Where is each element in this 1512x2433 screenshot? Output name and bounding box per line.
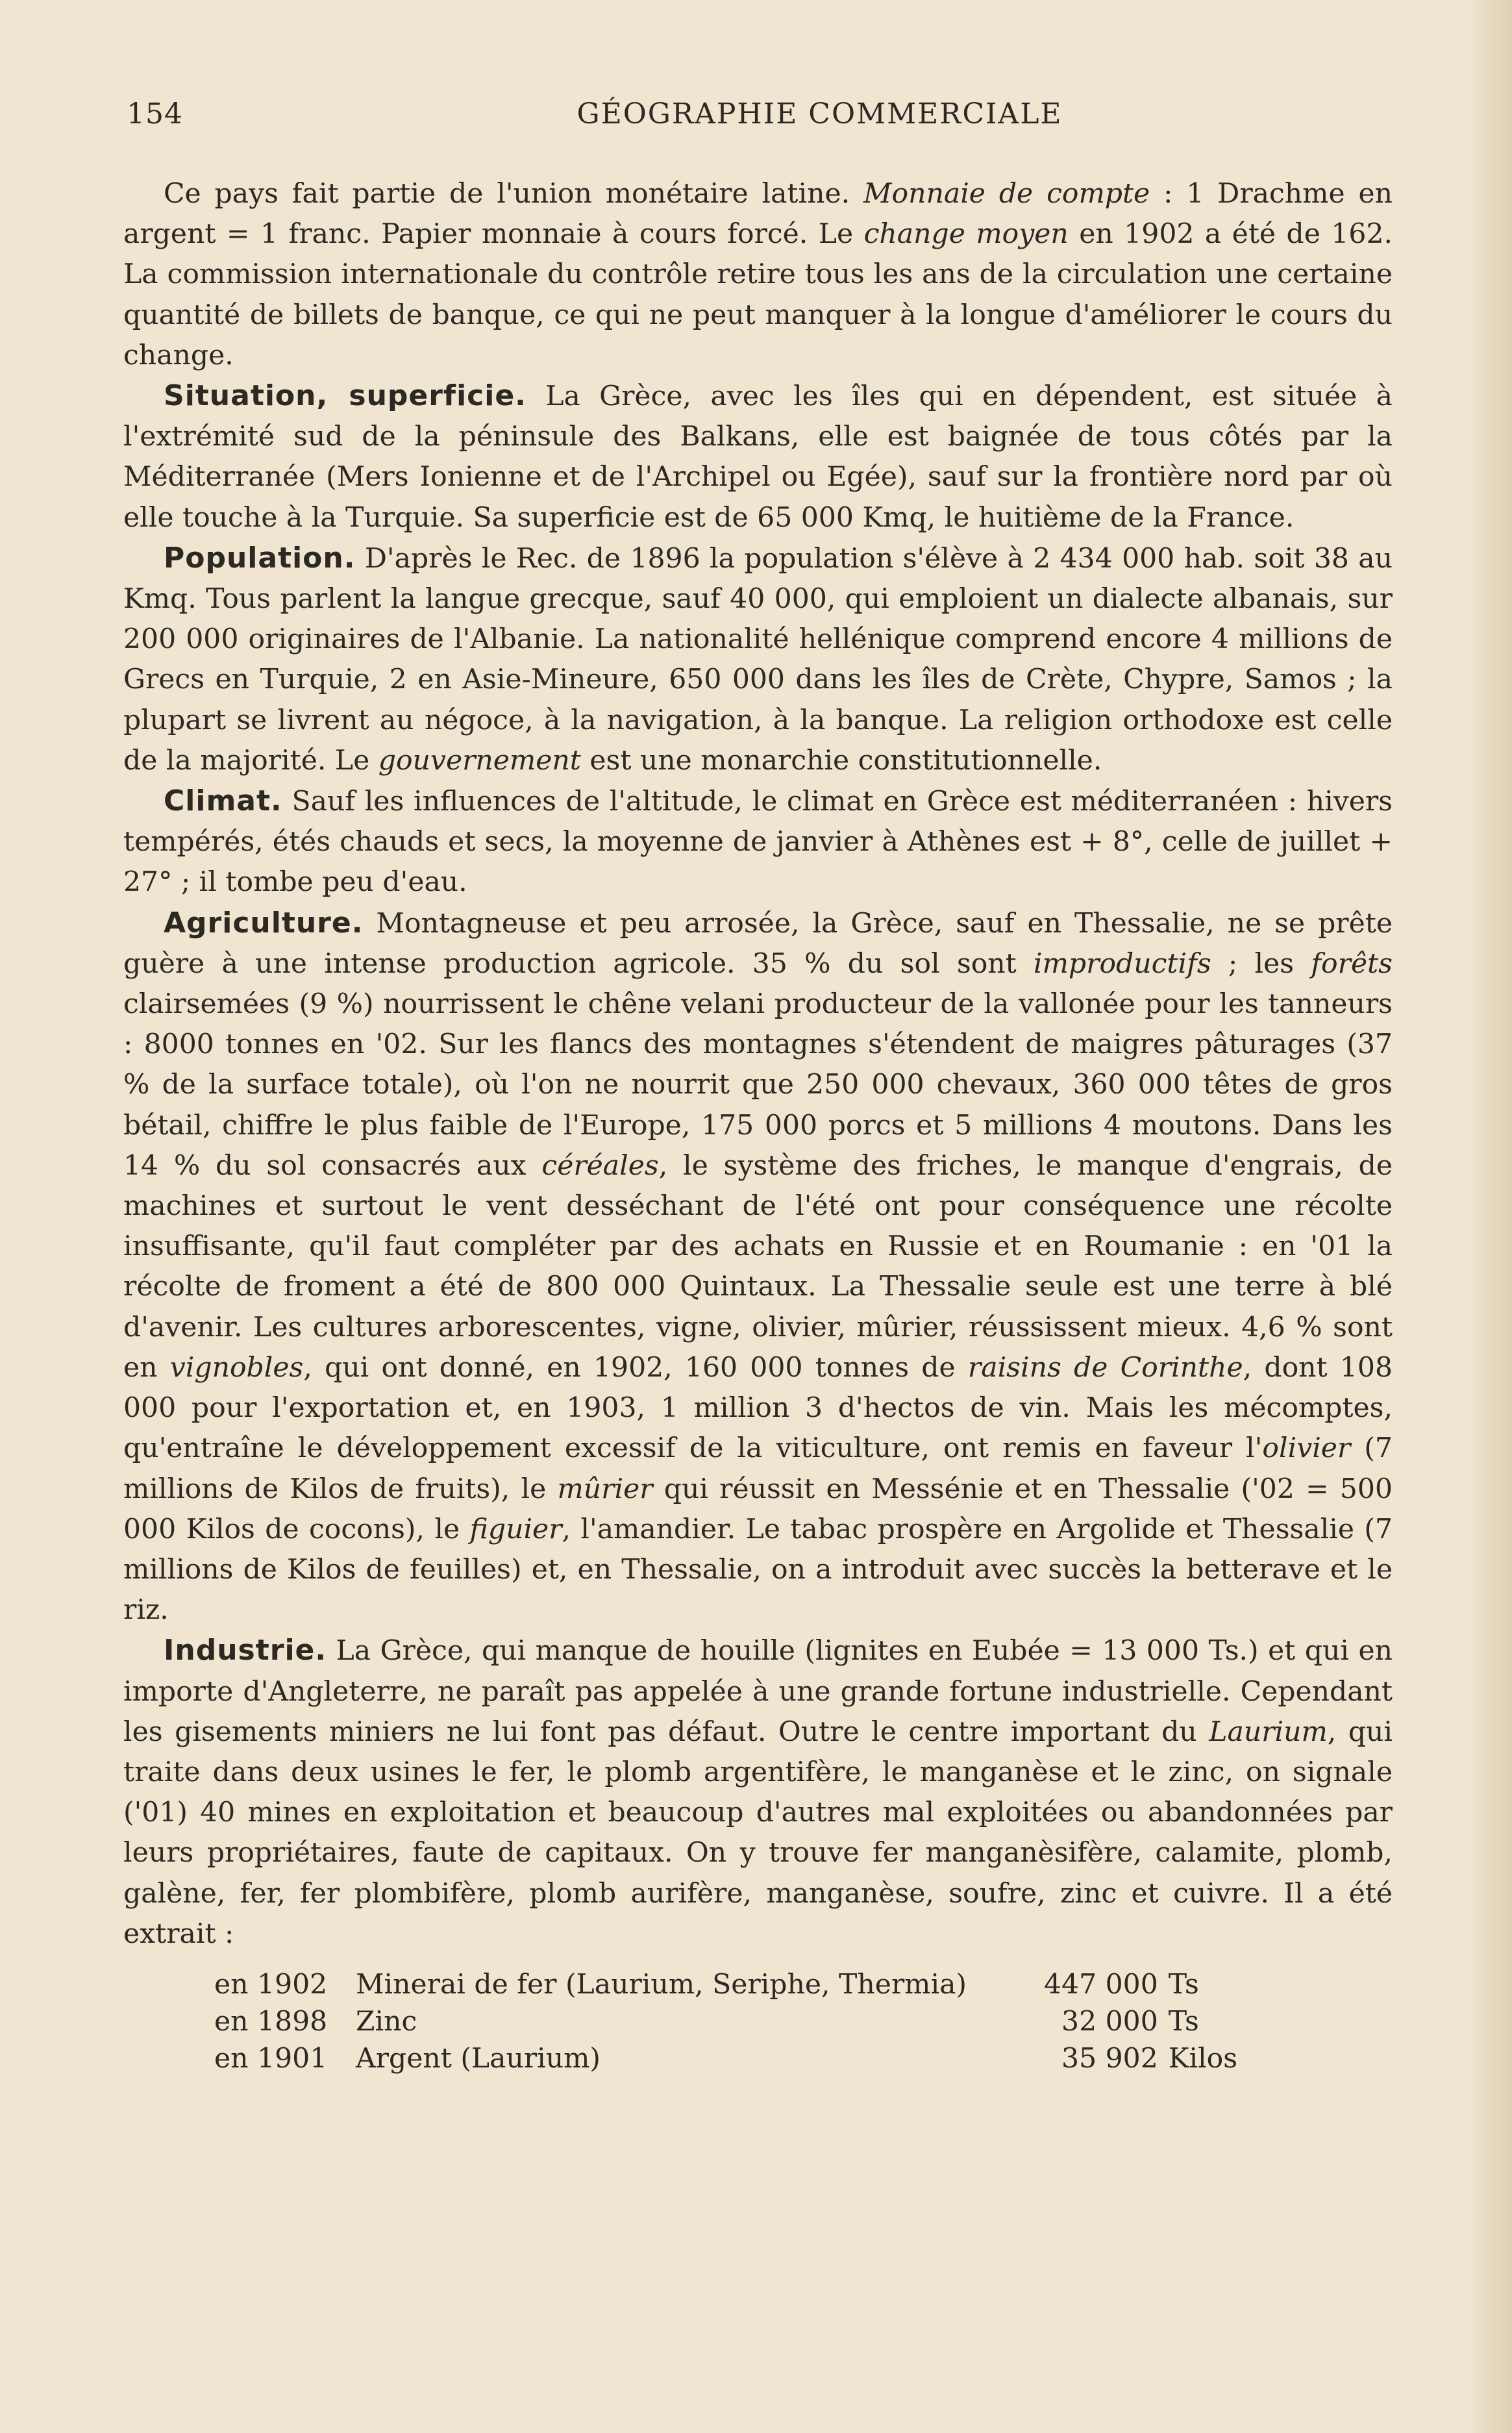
production-table: [214, 1966, 1266, 2077]
italic-term: Laurium: [1209, 1716, 1328, 1748]
italic-term: mûrier: [557, 1473, 653, 1505]
unit-cell: Ts: [1168, 2005, 1199, 2038]
text-run: Montagneuse et peu arrosée, la Grèce, sauf en Thessalie, ne se prête guère à une intense production agricole. 35 % du sol sont: [123, 907, 1393, 980]
section-heading-climat: Climat.: [164, 784, 282, 818]
text-run: , qui ont donné, en 1902, 160 000 tonnes de: [303, 1351, 968, 1384]
paragraph-population: [123, 538, 1393, 781]
italic-term: Monnaie de compte: [863, 178, 1150, 210]
table-row: [214, 1966, 1266, 2003]
page-header: [127, 97, 1396, 136]
section-heading-population: Population.: [164, 541, 356, 575]
text-run: (7 millions de Kilos de fruits), le: [123, 1432, 1393, 1505]
text-run: en 1902 a été de 162. La commission internationale du contrôle retire tous les ans de la circulation une certaine quantité de billets de banque, ce qui ne peut manquer à la longue d'améliorer le cours du change.: [123, 218, 1393, 371]
table-row: [214, 2003, 1266, 2040]
text-run: , l'amandier. Le tabac prospère en Argolide et Thessalie (7 millions de Kilos de feuilles) et, en Thessalie, on a introduit avec succès la betterave et le riz.: [123, 1513, 1393, 1627]
text-run: ; les: [1211, 947, 1311, 980]
year-cell: en 1901: [214, 2042, 328, 2075]
italic-term: olivier: [1262, 1432, 1351, 1465]
unit-cell: Ts: [1168, 1968, 1199, 2001]
quantity-cell: 32 000: [1061, 2005, 1158, 2038]
page-body: [123, 174, 1393, 2077]
italic-term: vignobles: [169, 1351, 304, 1384]
italic-term: raisins de Corinthe: [967, 1351, 1243, 1384]
text-run: : 1 Drachme en argent = 1 franc. Papier monnaie à cours forcé. Le: [123, 178, 1393, 251]
paragraph-monnaie: [123, 174, 1393, 376]
page-number: 154: [127, 97, 183, 131]
text-run: est une monarchie constitutionnelle.: [580, 744, 1102, 777]
italic-term: figuier: [469, 1513, 562, 1545]
quantity-cell: 447 000: [1044, 1968, 1158, 2001]
text-run: qui réussit en Messénie et en Thessalie ('02 = 500 000 Kilos de cocons), le: [123, 1473, 1393, 1545]
paragraph-climat: [123, 781, 1393, 903]
year-cell: en 1902: [214, 1968, 328, 2001]
item-cell: Argent (Laurium): [356, 2042, 601, 2075]
paragraph-agriculture: [123, 903, 1393, 1631]
paragraph-industrie: [123, 1630, 1393, 1954]
italic-term: céréales: [541, 1149, 659, 1182]
page-edge-shadow: [1467, 0, 1512, 2433]
unit-cell: Kilos: [1168, 2042, 1238, 2075]
italic-term: gouvernement: [378, 744, 581, 777]
text-run: , dont 108 000 pour l'exportation et, en 1903, 1 million 3 d'hectos de vin. Mais les mécomptes, qu'entraîne le développement excessif de la viticulture, ont remis en faveur l': [123, 1351, 1393, 1465]
year-cell: en 1898: [214, 2005, 328, 2038]
text-run: La Grèce, avec les îles qui en dépendent, est située à l'extrémité sud de la péninsule des Balkans, elle est baignée de tous côtés par la Méditerranée (Mers Ionienne et de l'Archipel ou Egée), sauf sur la frontière nord par où elle touche à la Turquie. Sa superficie est de 65 000 Kmq, le huitième de la France.: [123, 381, 1393, 534]
item-cell: Zinc: [356, 2005, 417, 2038]
quantity-cell: 35 902: [1061, 2042, 1158, 2075]
text-run: Sauf les influences de l'altitude, le climat en Grèce est méditerranéen : hivers tempérés, étés chauds et secs, la moyenne de janvier à Athènes est + 8°, celle de juillet + 27° ; il tombe peu d'eau.: [123, 786, 1393, 899]
section-heading-agriculture: Agriculture.: [164, 906, 364, 940]
section-heading-situation: Situation, superficie.: [164, 379, 527, 413]
paragraph-situation: [123, 376, 1393, 538]
text-run: clairsemées (9 %) nourrissent le chêne velani producteur de la vallonée pour les tanneurs : 8000 tonnes en '02. Sur les flancs des montagnes s'étendent de maigres pâturages (37 % de la surface totale), où l'on ne nourrit que 250 000 chevaux, 360 000 têtes de gros bétail, chiffre le plus faible de l'Europe, 175 000 porcs et 5 millions 4 moutons. Dans les 14 % du sol consacrés aux: [123, 988, 1393, 1182]
section-heading-industrie: Industrie.: [164, 1634, 327, 1667]
text-run: , qui traite dans deux usines le fer, le plomb argentifère, le manganèse et le zinc, on signale ('01) 40 mines en exploitation et beaucoup d'autres mal exploitées ou abandonnées par leurs propriétaires, faute de capitaux. On y trouve fer manganèsifère, calamite, plomb, galène, fer, fer plombifère, plomb aurifère, manganèse, soufre, zinc et cuivre. Il a été extrait :: [123, 1716, 1393, 1950]
text-run: Ce pays fait partie de l'union monétaire latine.: [164, 178, 864, 210]
italic-term: forêts: [1311, 947, 1393, 980]
text-run: La Grèce, qui manque de houille (lignites en Eubée = 13 000 Ts.) et qui en importe d'Angleterre, ne paraît pas appelée à une grande fortune industrielle. Cependant les gisements miniers ne lui font pas défaut. Outre le centre important du: [123, 1635, 1393, 1748]
running-title: GÉOGRAPHIE COMMERCIALE: [576, 97, 1063, 131]
text-run: D'après le Rec. de 1896 la population s'élève à 2 434 000 hab. soit 38 au Kmq. Tous parlent la langue grecque, sauf 40 000, qui emploient un dialecte albanais, sur 200 000 originaires de l'Albanie. La nationalité hellénique comprend encore 4 millions de Grecs en Turquie, 2 en Asie-Mineure, 650 000 dans les îles de Crète, Chypre, Samos ; la plupart se livrent au négoce, à la navigation, à la banque. La religion orthodoxe est celle de la majorité. Le: [123, 542, 1393, 777]
item-cell: Minerai de fer (Laurium, Seriphe, Thermia): [356, 1968, 967, 2001]
table-row: [214, 2040, 1266, 2077]
italic-term: change moyen: [863, 218, 1069, 251]
text-run: , le système des friches, le manque d'engrais, de machines et surtout le vent desséchant de l'été ont pour conséquence une récolte insuffisante, qu'il faut compléter par des achats en Russie et en Roumanie : en '01 la récolte de froment a été de 800 000 Quintaux. La Thessalie seule est une terre à blé d'avenir. Les cultures arborescentes, vigne, olivier, mûrier, réussissent mieux. 4,6 % sont en: [123, 1149, 1393, 1384]
italic-term: improductifs: [1034, 947, 1211, 980]
